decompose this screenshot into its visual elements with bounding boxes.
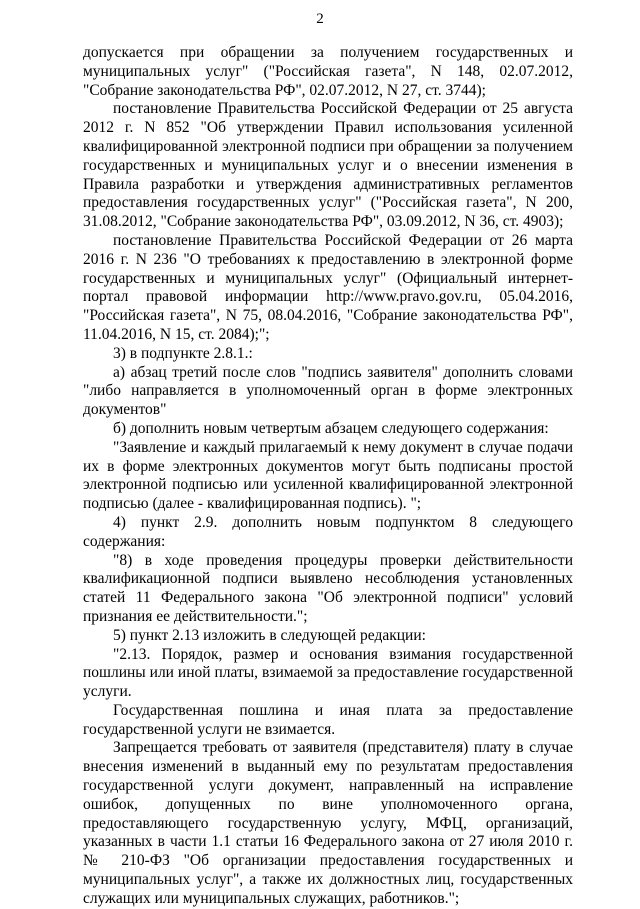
paragraph-fee-prohibition: Запрещается требовать от заявителя (представителя) плату в случае внесения изменений в выданный ему по результатам предоставления государственной услуги документ, направленный на исправление ошибок, допущенных по вине уполномоченного органа, предоставляющего государственную услугу, МФЦ, организаций, указанных в части 1.1 статьи 16 Федерального закона от 27 июля 2010 г. № 210-ФЗ "Об организации предоставления государственных и муниципальных услуг", а также их должностных лиц, государственных служащих или муниципальных служащих, работников."; bbox=[83, 739, 573, 907]
document-body bbox=[83, 44, 573, 909]
paragraph-section-2-13: "2.13. Порядок, размер и основания взимания государственной пошлины или иной платы, взимаемой за предоставление государственной услуги. bbox=[83, 645, 573, 701]
page-number: 2 bbox=[316, 11, 324, 27]
paragraph-quoted-application: "Заявление и каждый прилагаемый к нему документ в случае подачи их в форме электронных документов могут быть подписаны простой электронной подписью или усиленной квалифицированной электронной подписью (далее - квалифицированная подпись). "; bbox=[83, 438, 573, 513]
paragraph-state-duty: Государственная пошлина и иная плата за предоставление государственной услуги не взимается. bbox=[83, 701, 573, 738]
paragraph-quoted-subitem-8: "8) в ходе проведения процедуры проверки действительности квалификационной подписи выявлено несоблюдения установленных статей 11 Федерального закона "Об электронной подписи" условий признания ее действительности."; bbox=[83, 551, 573, 625]
paragraph-continuation: допускается при обращении за получением государственных и муниципальных услуг" ("Российская газета", N 148, 02.07.2012, "Собрание законодательства РФ", 02.07.2012, N 27, ст. 3744); bbox=[83, 44, 573, 99]
paragraph-item-4: 4) пункт 2.9. дополнить новым подпунктом 8 следующего содержания: bbox=[83, 513, 573, 550]
paragraph-decree-236: постановление Правительства Российской Федерации от 26 марта 2016 г. N 236 "О требованиях к предоставлению в электронной форме государственных и муниципальных услуг" (Официальный интернет-портал правовой информации http://www.pravo.gov.ru, 05.04.2016, "Российская газета", N 75, 08.04.2016, "Собрание законодательства РФ", 11.04.2016, N 15, ст. 2084);"; bbox=[83, 231, 573, 343]
paragraph-decree-852: постановление Правительства Российской Федерации от 25 августа 2012 г. N 852 "Об утверждении Правил использования усиленной квалифицированной электронной подписи при обращении за получением государственных и муниципальных услуг и о внесении изменения в Правила разработки и утверждения административных регламентов предоставления государственных услуг" ("Российская газета", N 200, 31.08.2012, "Собрание законодательства РФ", 03.09.2012, N 36, ст. 4903); bbox=[83, 100, 573, 231]
paragraph-item-5: 5) пункт 2.13 изложить в следующей редакции: bbox=[113, 626, 426, 644]
paragraph-item-3: 3) в подпункте 2.8.1.: bbox=[113, 344, 253, 362]
paragraph-item-3a: а) абзац третий после слов "подпись заявителя" дополнить словами "либо направляется в уполномоченный орган в форме электронных документов" bbox=[83, 363, 573, 419]
paragraph-item-3b: б) дополнить новым четвертым абзацем следующего содержания: bbox=[113, 419, 549, 437]
